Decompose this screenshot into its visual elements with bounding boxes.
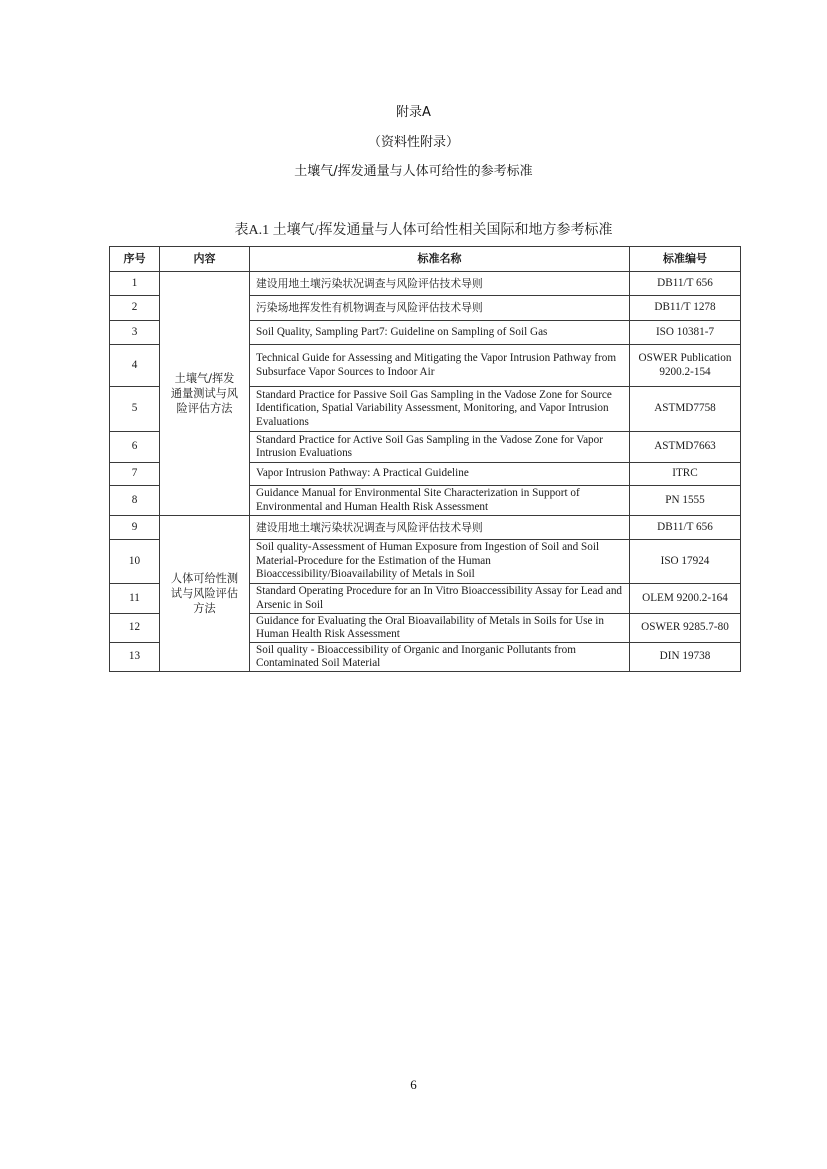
- column-header-content: 内容: [160, 247, 250, 272]
- standard-code: ITRC: [630, 463, 741, 486]
- table-row: [110, 272, 741, 296]
- category-soil-gas: 土壤气/挥发通量测试与风险评估方法: [160, 272, 250, 516]
- row-number: 13: [110, 643, 160, 672]
- row-number: 2: [110, 296, 160, 321]
- table-caption: 表A.1 土壤气/挥发通量与人体可给性相关国际和地方参考标准: [234, 223, 613, 238]
- standard-code: ISO 17924: [630, 540, 741, 584]
- row-number: 7: [110, 463, 160, 486]
- standards-table: [109, 246, 741, 672]
- standard-name: 建设用地土壤污染状况调查与风险评估技术导则: [250, 272, 630, 296]
- standard-code: DIN 19738: [630, 643, 741, 672]
- standard-code: ASTMD7663: [630, 432, 741, 463]
- standard-name: Standard Practice for Passive Soil Gas Sampling in the Vadose Zone for Source Identification, Spatial Variability Assessment, Monitoring, and Vapor Intrusion Evaluations: [250, 387, 630, 432]
- standard-name: Soil quality-Assessment of Human Exposure from Ingestion of Soil and Soil Material-Procedure for the Estimation of the Human Bioaccessibility/Bioavailability of Metals in Soil: [250, 540, 630, 584]
- row-number: 5: [110, 387, 160, 432]
- standard-code: ISO 10381-7: [630, 321, 741, 345]
- standard-code: DB11/T 656: [630, 272, 741, 296]
- standard-code: OSWER Publication 9200.2-154: [630, 345, 741, 387]
- row-number: 9: [110, 516, 160, 540]
- appendix-title: 附录A: [396, 105, 431, 120]
- column-header-standard-code: 标准编号: [630, 247, 741, 272]
- standard-name: Soil Quality, Sampling Part7: Guideline on Sampling of Soil Gas: [250, 321, 630, 345]
- appendix-type: （资料性附录）: [367, 135, 459, 150]
- row-number: 10: [110, 540, 160, 584]
- row-number: 11: [110, 584, 160, 614]
- page-number: 6: [410, 1077, 417, 1092]
- standard-name: Guidance for Evaluating the Oral Bioavailability of Metals in Soils for Use in Human Health Risk Assessment: [250, 614, 630, 643]
- table-row: [110, 516, 741, 540]
- standard-code: OSWER 9285.7-80: [630, 614, 741, 643]
- standard-name: 建设用地土壤污染状况调查与风险评估技术导则: [250, 516, 630, 540]
- standard-code: DB11/T 656: [630, 516, 741, 540]
- row-number: 12: [110, 614, 160, 643]
- appendix-subject: 土壤气/挥发通量与人体可给性的参考标准: [294, 164, 533, 179]
- row-number: 4: [110, 345, 160, 387]
- standard-name: Standard Practice for Active Soil Gas Sampling in the Vadose Zone for Vapor Intrusion Evaluations: [250, 432, 630, 463]
- standard-code: DB11/T 1278: [630, 296, 741, 321]
- standard-name: 污染场地挥发性有机物调查与风险评估技术导则: [250, 296, 630, 321]
- column-header-standard-name: 标准名称: [250, 247, 630, 272]
- standard-name: Standard Operating Procedure for an In Vitro Bioaccessibility Assay for Lead and Arsenic in Soil: [250, 584, 630, 614]
- column-header-no: 序号: [110, 247, 160, 272]
- row-number: 8: [110, 486, 160, 516]
- table-header-row: [110, 247, 741, 272]
- standard-name: Vapor Intrusion Pathway: A Practical Guideline: [250, 463, 630, 486]
- standard-name: Guidance Manual for Environmental Site Characterization in Support of Environmental and Human Health Risk Assessment: [250, 486, 630, 516]
- standard-code: OLEM 9200.2-164: [630, 584, 741, 614]
- row-number: 3: [110, 321, 160, 345]
- row-number: 6: [110, 432, 160, 463]
- standard-name: Soil quality - Bioaccessibility of Organic and Inorganic Pollutants from Contaminated Soil Material: [250, 643, 630, 672]
- row-number: 1: [110, 272, 160, 296]
- standard-code: ASTMD7758: [630, 387, 741, 432]
- standard-name: Technical Guide for Assessing and Mitigating the Vapor Intrusion Pathway from Subsurface Vapor Sources to Indoor Air: [250, 345, 630, 387]
- category-bioaccessibility: 人体可给性测试与风险评估方法: [160, 516, 250, 672]
- standard-code: PN 1555: [630, 486, 741, 516]
